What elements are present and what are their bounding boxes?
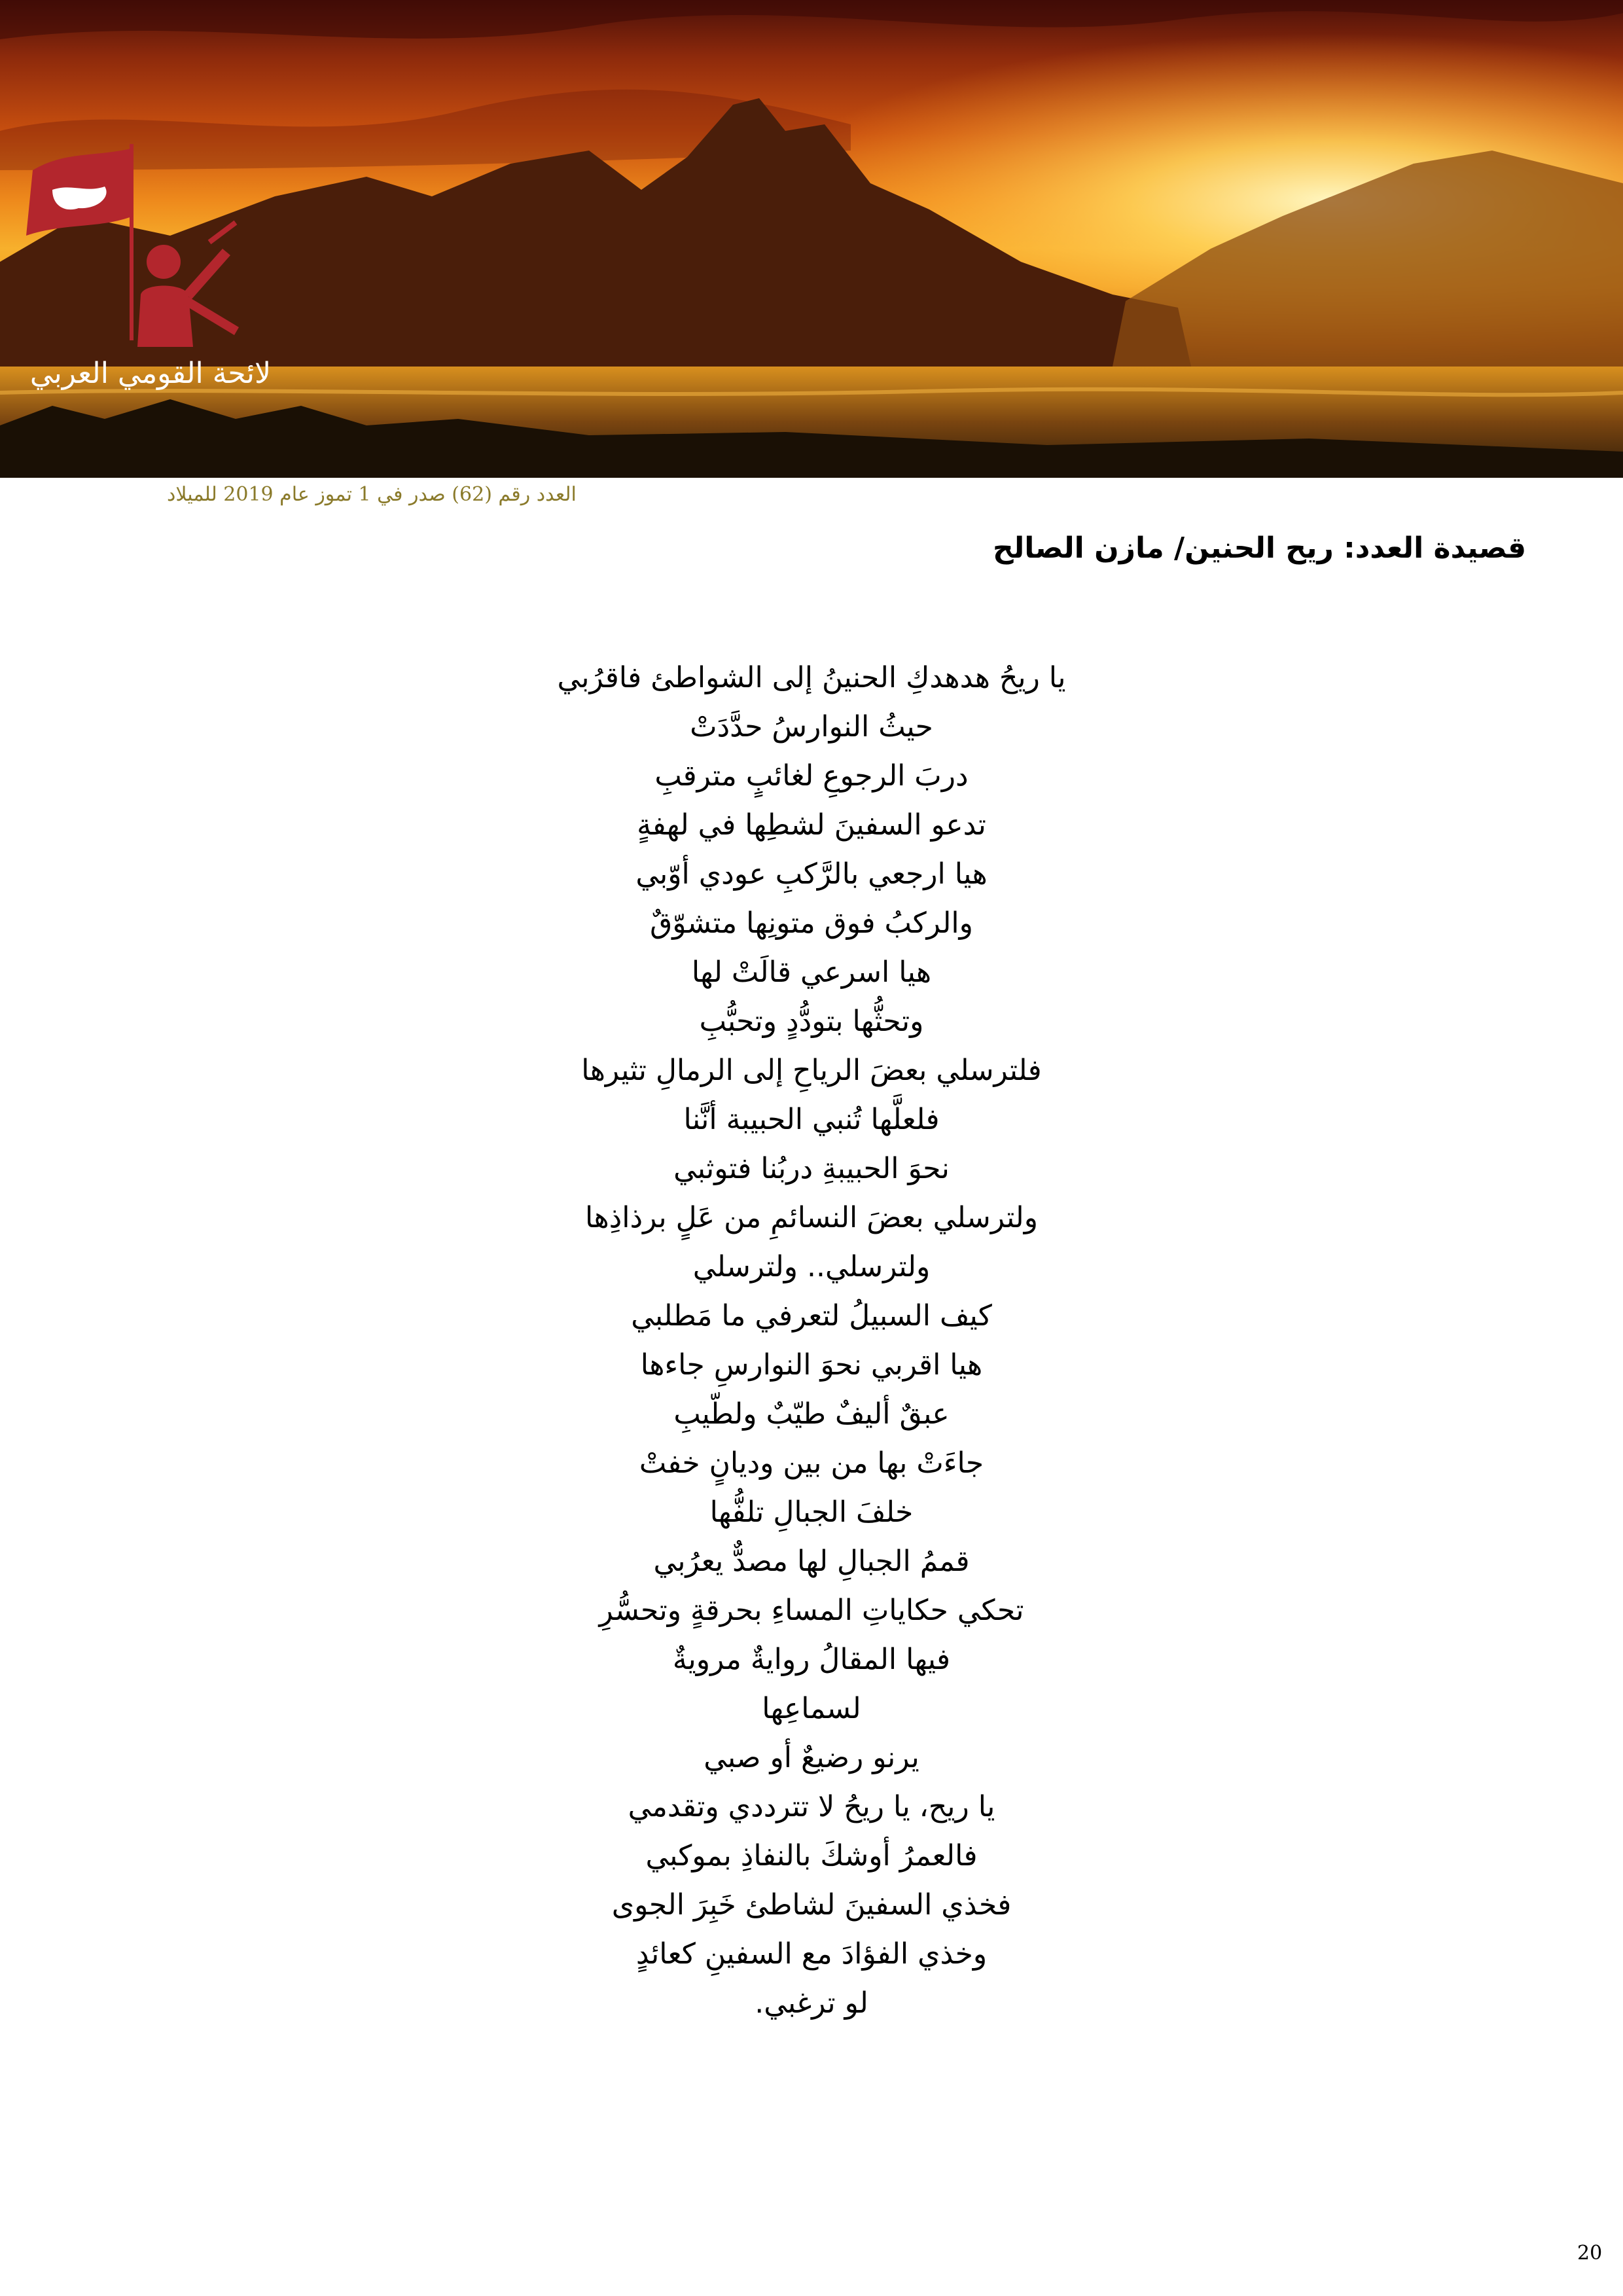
poem-line: حيثُ النوارسُ حدَّدَتْ [690,710,933,744]
poem-line: لسماعِها [762,1692,861,1725]
poem-line: لو ترغبي. [755,1986,868,2020]
poem-line: فلترسلي بعضَ الرياحِ إلى الرمالِ تثيرها [581,1054,1042,1087]
poem-title: قصيدة العدد: ريح الحنين/ مازن الصالح [993,531,1526,565]
poem-line: وتحثُّها بتودُّدٍ وتحبُّبِ [699,1005,924,1038]
poem-line: فالعمرُ أوشكَ بالنفاذِ بموكبي [645,1839,978,1873]
poem-body [419,653,1204,2028]
poem-line: يا ريحُ هدهدكِ الحنينُ إلى الشواطئ فاقرُبي [557,661,1066,694]
poem-line: قممُ الجبالِ لها مصدٌّ يعرُبي [653,1545,970,1578]
poem-line: خلفَ الجبالِ تلفُّها [709,1496,914,1529]
poem-line: فلعلَّها تُنبي الحبيبة أنَّنا [683,1103,940,1136]
poem-line: والركبُ فوق متونِها متشوّقٌ [650,906,973,940]
poem-line: فيها المقالُ روايةٌ مرويةٌ [672,1643,951,1676]
poem-line: يرنو رضيعٌ أو صبي [704,1741,919,1774]
flag-fighter-logo-icon [13,131,288,353]
poem-line: يا ريح، يا ريحُ لا تترددي وتقدمي [628,1790,995,1823]
poem-line: عبقٌ أليفٌ طيّبٌ ولطّيبِ [673,1397,950,1431]
poem-line: هيا اقربي نحوَ النوارسِ جاءها [640,1348,983,1382]
issue-info: العدد رقم (62) صدر في 1 تموز عام 2019 للميلاد [167,483,577,506]
poem-line: تحكي حكاياتِ المساءِ بحرقةٍ وتحسُّرِ [599,1594,1024,1627]
poem-line: ولترسلي.. ولترسلي [692,1250,931,1283]
page-number: 20 [1577,2242,1603,2265]
poem-line: نحوَ الحبيبةِ دربُنا فتوثبي [673,1152,950,1185]
logo-text: لائحة القومي العربي [29,357,272,390]
poem-line: كيف السبيلُ لتعرفي ما مَطلبي [631,1299,992,1333]
poem-line: وخذي الفؤادَ مع السفينِ كعائدٍ [635,1937,988,1971]
poem-line: فخذي السفينَ لشاطئ خَبِرَ الجوى [611,1888,1012,1922]
poem-line: هيا ارجعي بالرَّكبِ عودي أوّبي [635,857,988,891]
poem-line: جاءَتْ بها من بين وديانٍ خفتْ [639,1446,984,1480]
poem-line: هيا اسرعي قالَتْ لها [691,956,932,989]
poem-line: ولترسلي بعضَ النسائمِ من عَلٍ برذاذِها [585,1201,1038,1234]
poem-line: دربَ الرجوعِ لغائبٍ مترقبِ [654,759,969,793]
header-banner [0,0,1623,478]
poem-line: تدعو السفينَ لشطِها في لهفةٍ [637,808,986,842]
